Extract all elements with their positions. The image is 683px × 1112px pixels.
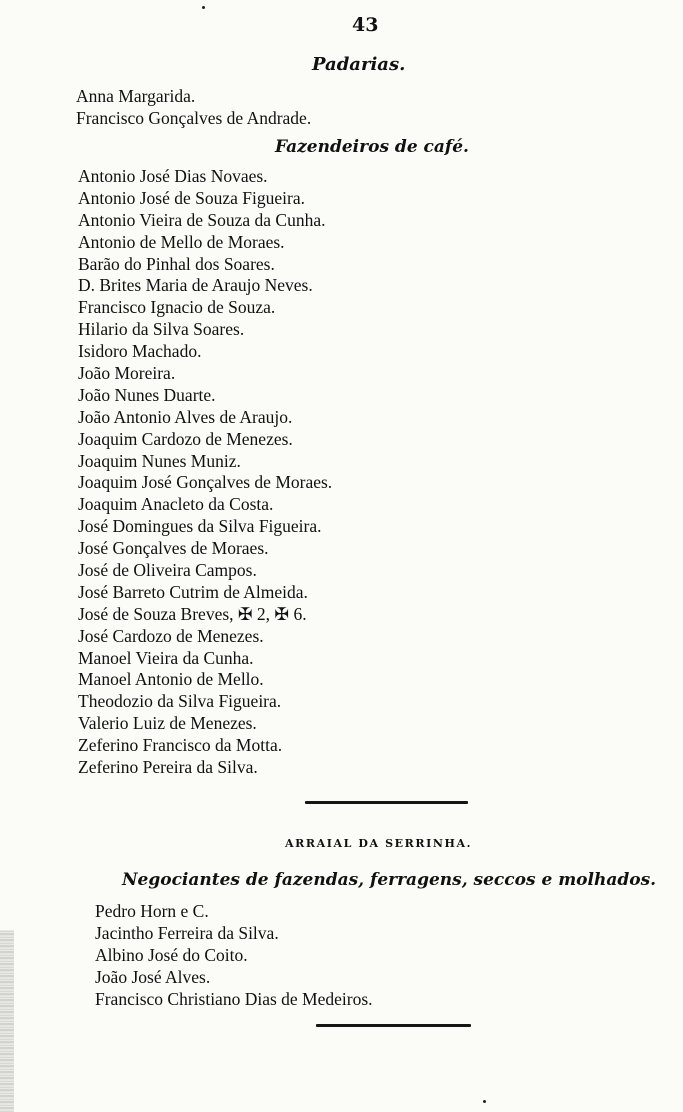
list-item: Antonio Vieira de Souza da Cunha. [78, 209, 326, 230]
list-item: Joaquim Nunes Muniz. [78, 450, 241, 471]
list-item: José Domingues da Silva Figueira. [78, 516, 322, 537]
list-item: João Nunes Duarte. [78, 384, 216, 405]
list-item: Antonio de Mello de Moraes. [78, 231, 285, 252]
page-number: 43 [352, 14, 379, 36]
section-divider [305, 801, 468, 804]
section-divider [316, 1024, 471, 1027]
heading-negociantes: Negociantes de fazendas, ferragens, seccos e molhados. [122, 870, 657, 890]
list-item: Theodozio da Silva Figueira. [78, 691, 282, 712]
list-item: Manoel Vieira da Cunha. [78, 647, 254, 668]
list-item: José de Souza Breves, ✠ 2, ✠ 6. [78, 603, 307, 624]
list-item: José Cardozo de Menezes. [78, 625, 264, 646]
list-item: João Moreira. [78, 363, 176, 384]
list-item: Antonio José de Souza Figueira. [78, 187, 305, 208]
padarias-list [76, 86, 311, 130]
negociantes-list [95, 901, 373, 1010]
list-item: Francisco Christiano Dias de Medeiros. [95, 988, 373, 1009]
fazendeiros-list [78, 166, 332, 779]
list-item: Manoel Antonio de Mello. [78, 669, 264, 690]
list-item: João Antonio Alves de Araujo. [78, 406, 293, 427]
list-item: Francisco Ignacio de Souza. [78, 297, 276, 318]
list-item: João José Alves. [95, 966, 211, 987]
list-item: Pedro Horn e C. [95, 901, 209, 921]
list-item: Joaquim Anacleto da Costa. [78, 494, 274, 515]
heading-padarias: Padarias. [312, 54, 406, 75]
page-edge-stain [0, 930, 14, 1112]
list-item: Zeferino Pereira da Silva. [78, 757, 258, 778]
list-item: Barão do Pinhal dos Soares. [78, 253, 275, 274]
list-item: Antonio José Dias Novaes. [78, 166, 268, 186]
list-item: José de Oliveira Campos. [78, 560, 257, 581]
list-item: Jacintho Ferreira da Silva. [95, 922, 279, 943]
list-item: Isidoro Machado. [78, 341, 202, 362]
list-item: Francisco Gonçalves de Andrade. [76, 107, 312, 128]
list-item: José Gonçalves de Moraes. [78, 538, 269, 559]
list-item: Valerio Luiz de Menezes. [78, 713, 257, 734]
ink-speck [483, 1100, 486, 1103]
heading-fazendeiros: Fazendeiros de café. [275, 137, 469, 157]
list-item: Joaquim José Gonçalves de Moraes. [78, 472, 333, 493]
ink-speck [202, 6, 205, 9]
list-item: José Barreto Cutrim de Almeida. [78, 581, 308, 602]
list-item: Anna Margarida. [76, 86, 196, 106]
list-item: Hilario da Silva Soares. [78, 319, 245, 340]
list-item: Albino José do Coito. [95, 944, 248, 965]
list-item: Joaquim Cardozo de Menezes. [78, 428, 293, 449]
list-item: D. Brites Maria de Araujo Neves. [78, 275, 313, 296]
list-item: Zeferino Francisco da Motta. [78, 735, 283, 756]
heading-arraial: ARRAIAL DA SERRINHA. [285, 837, 473, 850]
